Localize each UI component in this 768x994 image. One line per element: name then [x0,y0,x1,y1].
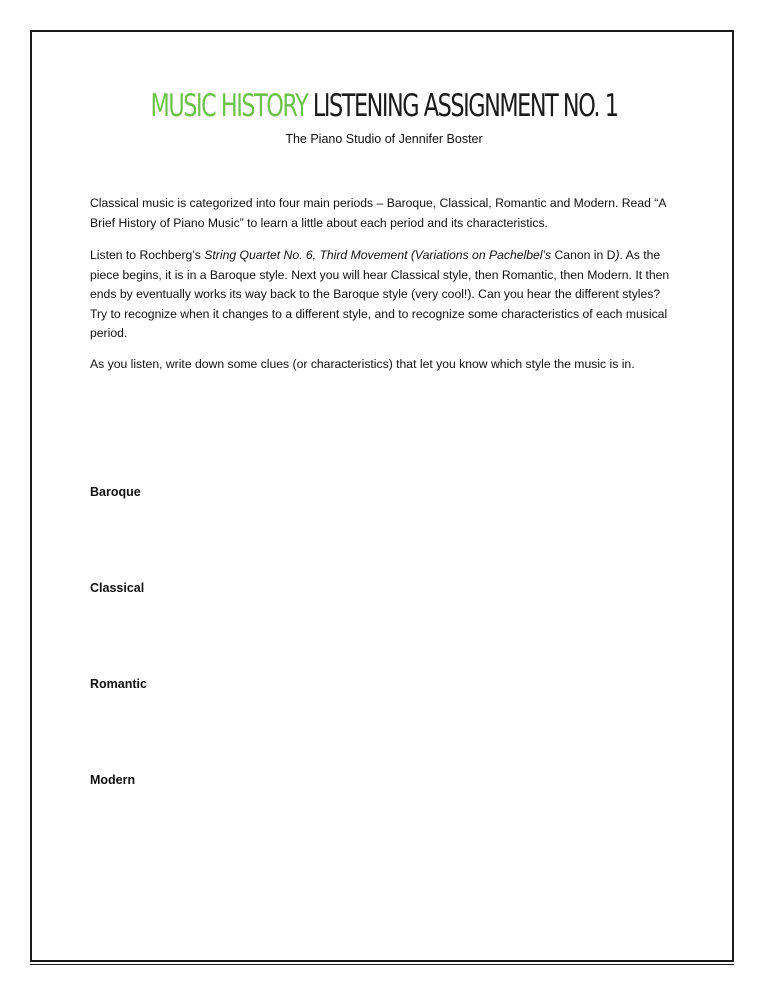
intro-paragraph: Classical music is categorized into four main periods – Baroque, Classical, Romantic and Modern. Read “A Brief History of Piano Music” to learn a little about each period and its characteristics. [90,196,666,230]
title-rest: LISTENING ASSIGNMENT NO. 1 [307,88,618,124]
canon-title: Canon in D [554,248,616,262]
section-label-baroque: Baroque [90,485,141,499]
instructions-rest: . As the piece begins, it is in a Baroque style. Next you will hear Classical style, then Romantic, then Modern. It then ends by eventually works its way back to the Baroque style (very cool!). Can you hear the different styles? Try to recognize when it changes to a different style, and to recognize some characteristics of each musical period. [90,248,670,341]
section-label-modern: Modern [90,773,136,787]
work-title: String Quartet No. 6, Third Movement (Variations on Pachelbel’s [204,248,555,262]
instructions-paragraph [90,246,680,344]
task-paragraph: As you listen, write down some clues (or characteristics) that let you know which style the music is in. [90,357,635,371]
work-title-close: ) [615,248,620,262]
document-subtitle: The Piano Studio of Jennifer Boster [285,132,483,146]
section-label-romantic: Romantic [90,677,147,691]
instructions-lead: Listen to Rochberg’s [90,248,205,262]
document-title [108,86,661,126]
section-label-classical: Classical [90,581,145,595]
title-accent: MUSIC HISTORY [150,88,308,124]
